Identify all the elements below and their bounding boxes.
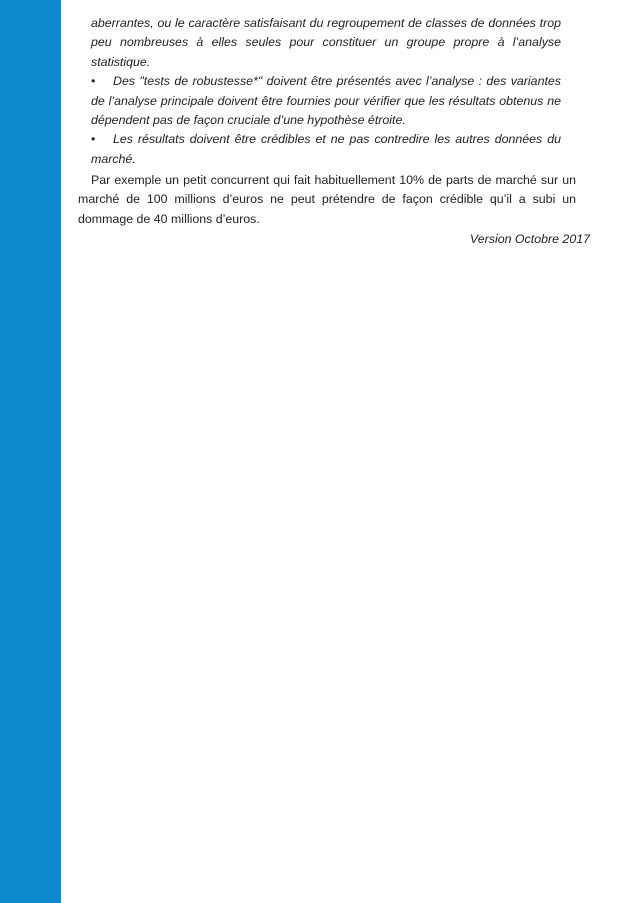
italic-text-block xyxy=(91,14,561,169)
bullet-marker: • xyxy=(91,132,96,147)
continuation-text: aberrantes, ou le caractère satisfaisant du regroupement de classes de données trop peu nombreuses à elles seules pour constituer un groupe propre à l’analyse statistique. xyxy=(91,16,561,69)
example-paragraph: Par exemple un petit concurrent qui fait habituellement 10% de parts de marché sur un marché de 100 millions d’euros ne peut prétendre de façon crédible qu’il a subi un dommage de 40 millions d’euros. xyxy=(78,173,576,226)
bullet-text: Des "tests de robustesse*" doivent être présentés avec l’analyse : des variantes de l’analyse principale doivent être fournies pour vérifier que les résultats obtenus ne dépendent pas de façon cruciale d’une hypothèse étroite. xyxy=(91,74,561,128)
bullet-marker: • xyxy=(91,74,96,89)
bullet-text: Les résultats doivent être crédibles et ne pas contredire les autres données du marché. xyxy=(91,132,561,166)
blue-side-bar xyxy=(0,0,61,903)
bullet-section xyxy=(91,14,561,169)
version-label: Version Octobre 2017 xyxy=(469,232,590,246)
bullet-item xyxy=(91,130,561,169)
bullet-item xyxy=(91,72,561,130)
